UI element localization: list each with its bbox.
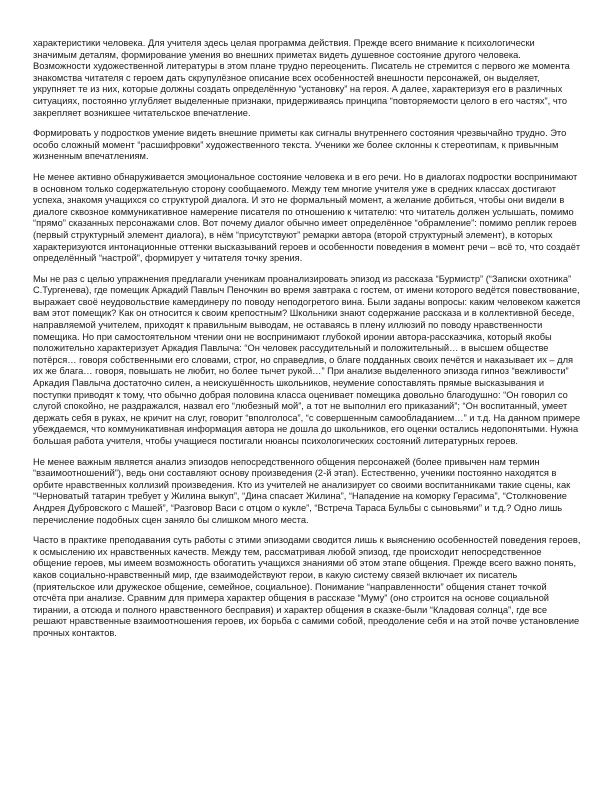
paragraph-5: Не менее важным является анализ эпизодов непосредственного общения персонажей (более привычен нам термин “взаимоотношений”), ведь они составляют основу произведения (2-й этап). Естественно, ученики постоянно находятся в орбите нравственных коллизий произведения. Кто из учителей не анализирует со своими воспитанниками такие сцены, как “Черноватый татарин требует у Жилина выкуп”, “Дина спасает Жилина”, “Нападение на коморку Герасима”, “Столкновение Андрея Дубровского с Машей”, “Разговор Васи с отцом о кукле”, “Встреча Тараса Бульбы с сыновьями” и т.д.? Одно лишь перечисление подобных сцен заняло бы слишком много места.	[33, 456, 571, 525]
paragraph-2: Формировать у подростков умение видеть внешние приметы как сигналы внутреннего состояния чрезвычайно трудно. Это особо сложный момент “расшифровки” художественного текста. Ученики же более склонны к стереотипам, к привычным жизненным впечатлениям.	[33, 128, 567, 162]
document-page	[33, 38, 581, 649]
paragraph-3: Не менее активно обнаруживается эмоциональное состояние человека и в его речи. Но в диалогах подростки воспринимают в основном только содержательную сторону сообщаемого. Между тем многие учителя уже в средних классах достигают успеха, знакомя учащихся со структурой диалога. И это не формальный момент, а желание добиться, чтобы они видели в диалоге сквозное коммуникативное намерение писателя по отношению к читателю: что читатель должен услышать, помимо “прямо” сказанных персонажами слов. Вот почему диалог обычно имеет определённое “обрамление”: помимо реплик героев (первый структурный элемент диалога), в нём “присутствуют” ремарки автора (второй структурный элемент), в которых характеризуются интонационные оттенки высказываний героев и особенности поведения в момент речи – всё то, что создаёт определённый “настрой”, формирует у читателя точку зрения.	[33, 171, 581, 264]
paragraph-6: Часто в практике преподавания суть работы с этими эпизодами сводится лишь к выяснению особенностей поведения героев, к осмыслению их нравственных качеств. Между тем, рассматривая любой эпизод, где происходит непосредственное общение героев, мы имеем возможность обогатить учащихся знаниями об этом этапе общения. Прежде всего важно понять, каков социально-нравственный мир, где взаимодействуют герои, в какую систему связей включает их писатель (приятельское или дружеское общение, семейное, социальное). Понимание “направленности” общения станет точкой отсчёта при анализе. Сравним для примера характер общения в рассказе “Муму” (оно строится на основе социальной тирании, а отсюда и полного нравственного бесправия) и характер общения в сказке-были “Кладовая солнца”, где все решают нравственные взаимоотношения героев, их борьба с самими собой, преодоление себя и на этой почве установление прочных контактов.	[33, 535, 581, 638]
paragraph-4: Мы не раз с целью упражнения предлагали ученикам проанализировать эпизод из рассказа “Бурмистр” (“Записки охотника” С.Тургенева), где помещик Аркадий Павлыч Пеночкин во время завтрака с гостем, от имени которого ведётся повествование, выражает своё неудовольствие камердинеру по поводу неподогретого вина. Были заданы вопросы: каким человеком кажется вам этот помещик? Как он относится к своим крепостным? Школьники знают содержание рассказа и в коллективной беседе, направляемой учителем, приходят к правильным выводам, не оставаясь в плену иллюзий по поводу нравственности помещика. Но при самостоятельном чтении они не воспринимают глубокой иронии автора-рассказчика, который якобы положительно характеризует Аркадия Павлыча: “Он человек рассудительный и положительный… в высшем обществе потёрся… говоря собственными его словами, строг, но справедлив, о благе подданных своих печётся и наказывает их – для их же блага… говоря, повышать не любит, но более тычет рукой…” При анализе выделенного эпизода гипноз “вежливости” Аркадия Павлыча достаточно силен, а неискушённость школьников, неумение сопоставлять прямые высказывания и поступки приводят к тому, что обычно добрая половина класса оценивает помещика довольно благодушно: “Он говорил со слугой спокойно, не раздражался, назвал его “любезный мой”, а тот не выполнил его приказаний”; “Он воспитанный, умеет держать себя в руках, не кричит на слуг, говорит “вполголоса”, “с совершенным самообладанием…” и т.д. На данном примере убеждаемся, что коммуникативная информация автора не дошла до школьников, его оценки остались недопонятыми. Нужна большая работа учителя, чтобы учащиеся постигали нюансы психологических состояний литературных героев.	[33, 273, 581, 446]
paragraph-1: характеристики человека. Для учителя здесь целая программа действия. Прежде всего внимание к психологически значимым деталям, формирование умения во внешних приметах видеть душевное состояние другого человека. Возможности художественной литературы в этом плане трудно переоценить. Писатель не стремится с первого же момента знакомства читателя с героем дать скрупулёзное описание всех особенностей внешности персонажей, он выделяет, укрупняет те из них, которые должны создать определённую “установку” на героя. А далее, характеризуя его в различных ситуациях, постоянно углубляет выделенные признаки, придерживаясь принципа “повторяемости целого в его частях”, что закрепляет возникшее читательское впечатление.	[33, 38, 570, 118]
